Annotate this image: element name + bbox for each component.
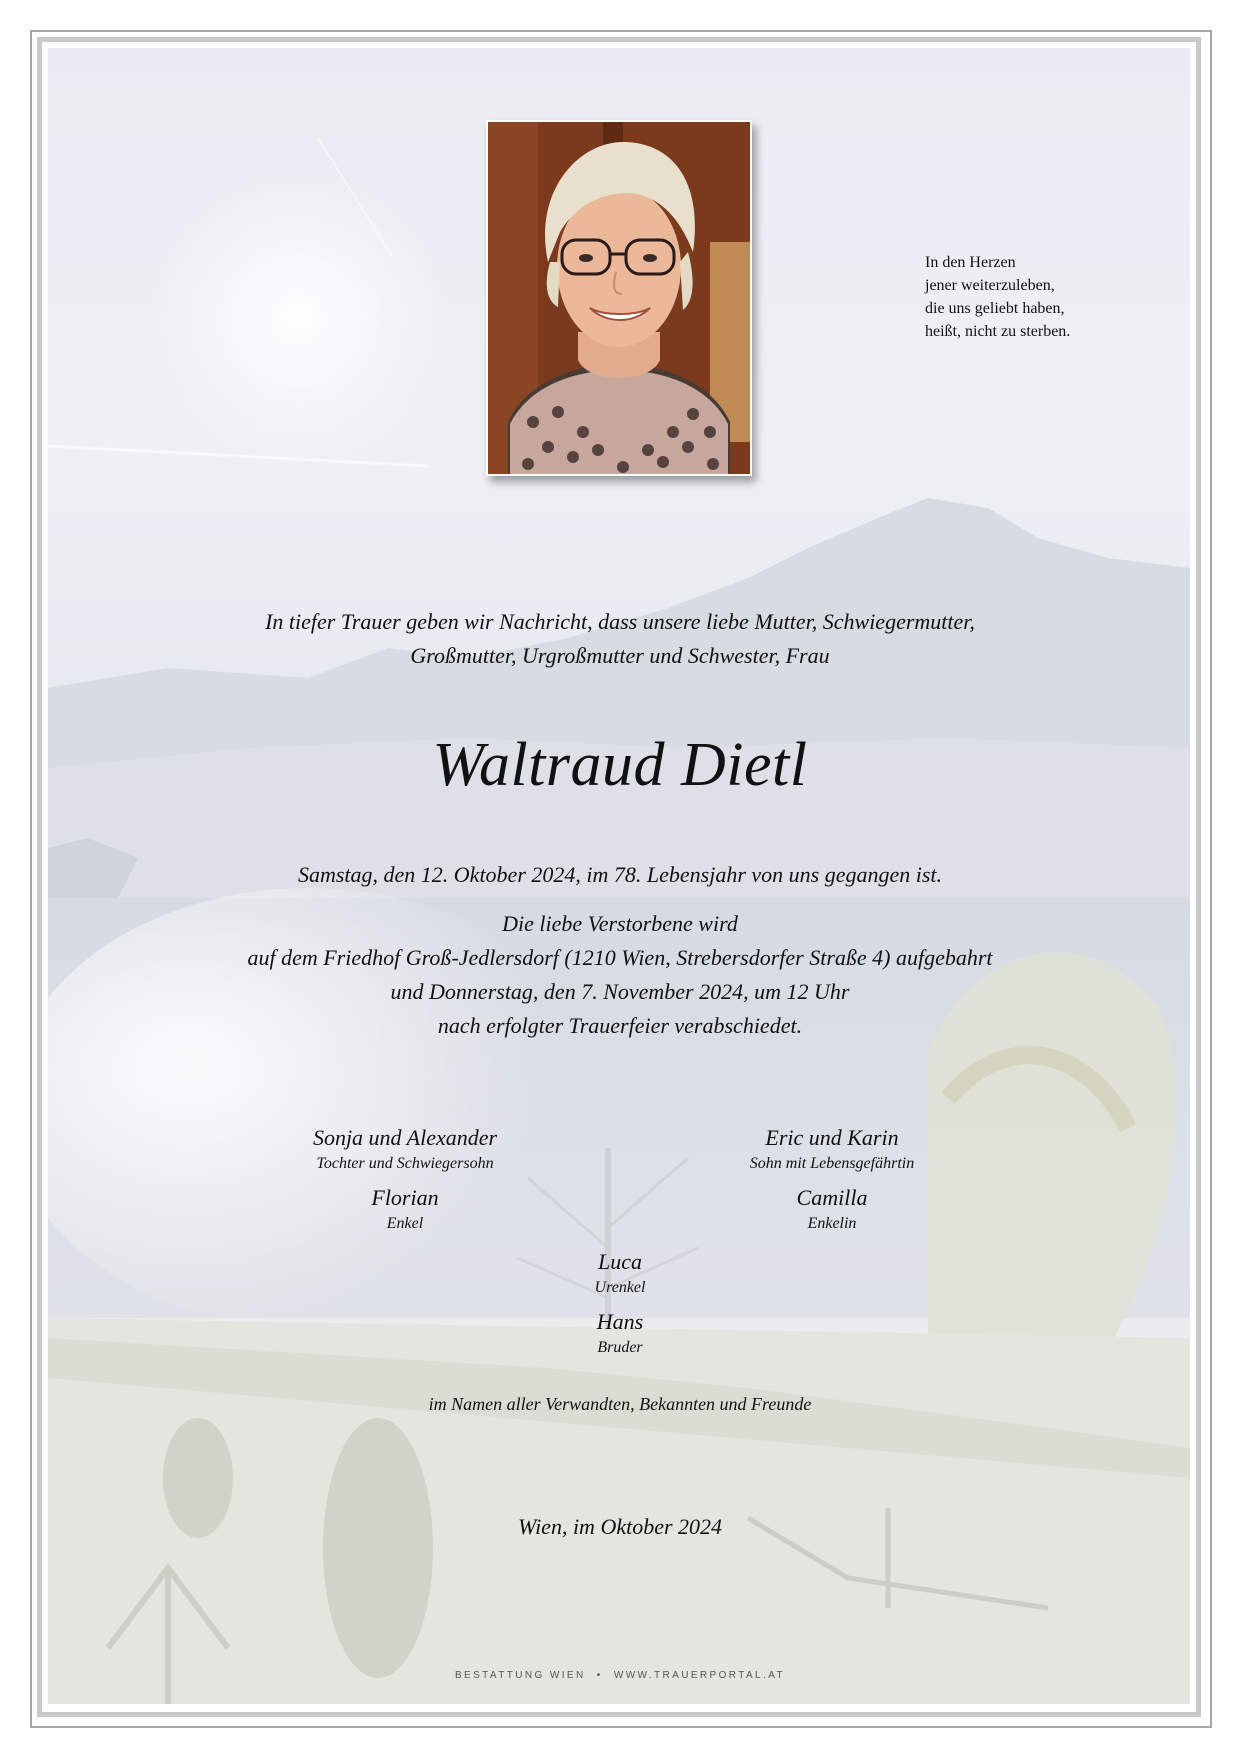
footer-company: BESTATTUNG WIEN [454, 1670, 586, 1681]
portrait-photo [486, 120, 752, 476]
mourner-name: Luca [598, 1249, 642, 1274]
mourner-role: Sohn mit Lebensgefährtin [749, 1155, 915, 1172]
funeral-line: Die liebe Verstorbene wird [502, 911, 738, 936]
intro-text [100, 605, 1140, 673]
footer-separator: • [596, 1670, 603, 1681]
mourner-role: Tochter und Schwiegersohn [316, 1155, 494, 1172]
quote-line: In den Herzen [925, 254, 1016, 271]
mourner-role: Urenkel [594, 1279, 646, 1296]
intro-line-2: Großmutter, Urgroßmutter und Schwester, Frau [410, 643, 830, 668]
quote-line: jener weiterzuleben, [925, 277, 1055, 294]
funeral-line: nach erfolgter Trauerfeier verabschiedet. [437, 1013, 803, 1038]
mourner-name: Hans [596, 1309, 644, 1334]
place-date: Wien, im Oktober 2024 [517, 1514, 723, 1539]
deceased-name: Waltraud Dietl [432, 731, 808, 799]
portrait-illustration [488, 122, 750, 474]
funeral-details [100, 907, 1140, 1043]
memorial-quote [925, 251, 1155, 343]
funeral-line: und Donnerstag, den 7. November 2024, um 12 Uhr [390, 979, 850, 1004]
mourner-name: Sonja und Alexander [312, 1125, 498, 1150]
mourner-role: Enkelin [807, 1215, 857, 1232]
mourner-name: Eric und Karin [765, 1125, 899, 1150]
death-notice: Samstag, den 12. Oktober 2024, im 78. Lebensjahr von uns gegangen ist. [297, 862, 943, 887]
footer [300, 1670, 940, 1681]
intro-line-1: In tiefer Trauer geben wir Nachricht, dass unsere liebe Mutter, Schwiegermutter, [265, 609, 975, 634]
footer-website: WWW.TRAUERPORTAL.AT [613, 1670, 786, 1681]
mourners-left-column [225, 1123, 585, 1235]
mourners-center-column [440, 1247, 800, 1359]
mourner-name: Florian [371, 1185, 439, 1210]
funeral-line: auf dem Friedhof Groß-Jedlersdorf (1210 Wien, Strebersdorfer Straße 4) aufgebahrt [247, 945, 993, 970]
quote-line: die uns geliebt haben, [925, 300, 1065, 317]
mourner-role: Enkel [386, 1215, 424, 1232]
closing-line: im Namen aller Verwandten, Bekannten und Freunde [428, 1394, 812, 1414]
mourner-name: Camilla [796, 1185, 868, 1210]
quote-line: heißt, nicht zu sterben. [925, 323, 1071, 340]
mourner-role: Bruder [597, 1339, 643, 1356]
mourners-right-column [652, 1123, 1012, 1235]
